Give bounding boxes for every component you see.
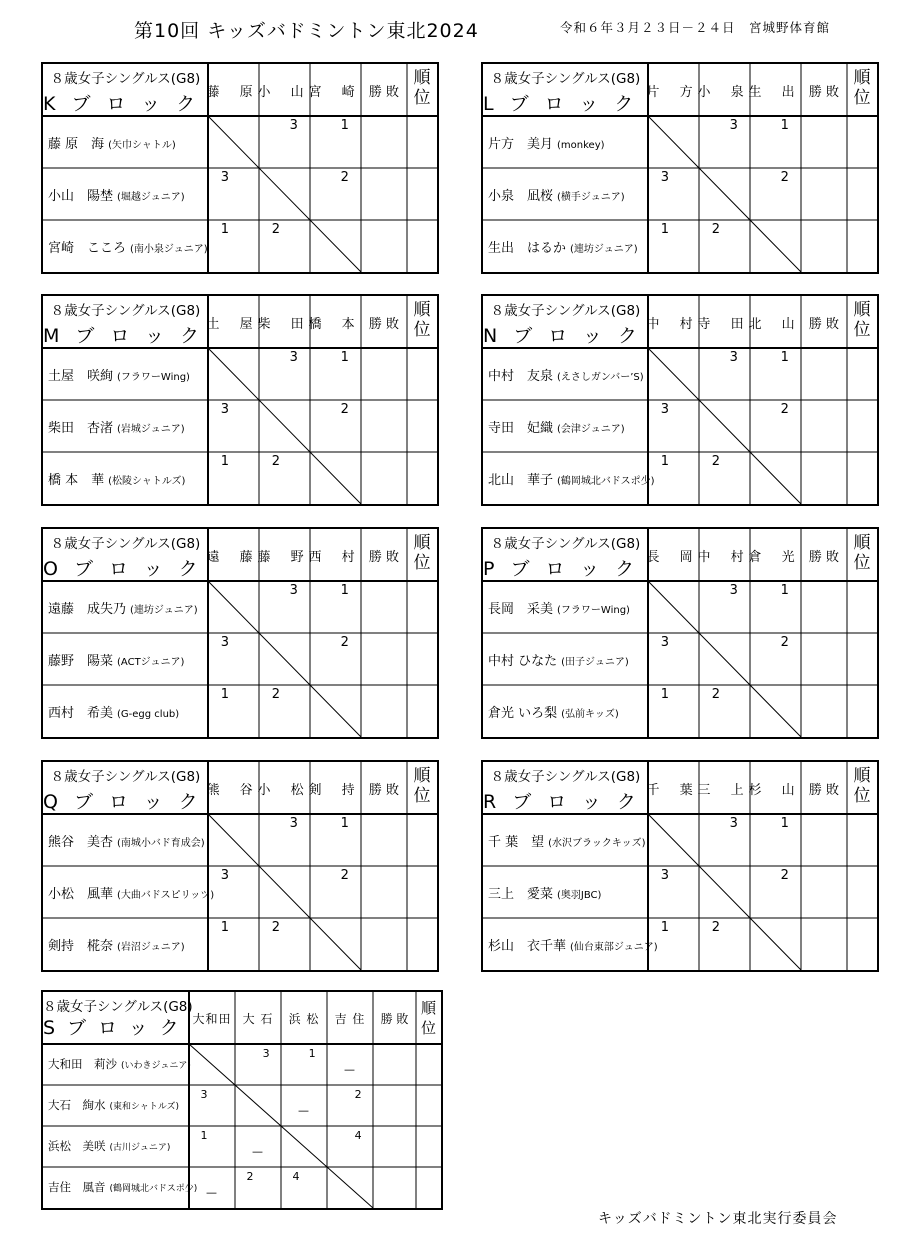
player-name: 熊谷 美杏 — [48, 835, 114, 850]
score-cell: 3 — [660, 868, 670, 883]
rank-header-line2: 位 — [853, 88, 871, 108]
score-cell: 2 — [780, 170, 789, 185]
score-cell: 4 — [354, 1129, 362, 1142]
rank-header-line2: 位 — [853, 320, 871, 340]
score-cell: 3 — [729, 583, 738, 598]
player-name: 藤野 陽菜 — [48, 654, 114, 669]
player-team: (弘前キッズ) — [561, 709, 619, 720]
player-entry — [488, 469, 655, 488]
category-label: ８歳女子シングルス(G8) — [50, 303, 201, 319]
player-entry — [488, 702, 619, 721]
round-robin-block — [481, 527, 879, 739]
category-label: ８歳女子シングルス(G8) — [50, 71, 201, 87]
category-label: ８歳女子シングルス(G8) — [50, 769, 201, 785]
player-entry — [48, 1179, 197, 1195]
score-cell: 4 — [292, 1170, 300, 1183]
win-loss-header: 勝 敗 — [368, 316, 400, 332]
self-match-diagonal — [648, 348, 801, 504]
block-code: Kブロック — [43, 93, 212, 115]
self-match-diagonal — [208, 814, 361, 970]
score-cell: — — [206, 1185, 217, 1199]
score-cell: 3 — [729, 816, 738, 831]
rank-header-line2: 位 — [853, 553, 871, 573]
player-entry — [488, 133, 605, 152]
column-header-name: 小 松 — [257, 782, 312, 798]
column-header-name: 寺 田 — [697, 316, 752, 332]
win-loss-header: 勝 敗 — [808, 84, 840, 100]
player-name: 藤 原 海 — [48, 137, 105, 152]
rank-header-line1: 順 — [420, 999, 436, 1017]
score-cell: 1 — [200, 1129, 208, 1142]
score-cell: 2 — [340, 635, 349, 650]
player-name: 大和田 莉沙 — [48, 1056, 117, 1071]
score-cell: 3 — [729, 350, 738, 365]
category-label: ８歳女子シングルス(G8) — [490, 769, 641, 785]
player-team: (岩城ジュニア) — [117, 424, 185, 435]
column-header-name: 小 泉 — [697, 84, 752, 100]
block-code: Oブロック — [43, 558, 214, 580]
column-header-name: 剣 持 — [308, 782, 363, 798]
score-cell: 3 — [262, 1047, 270, 1060]
player-entry — [48, 1097, 179, 1113]
player-entry — [48, 365, 190, 384]
player-team: (水沢ブラックキッズ) — [548, 838, 646, 849]
player-team: (フラワーWing) — [117, 372, 190, 383]
player-team: (連坊ジュニア) — [570, 244, 638, 255]
score-cell: 2 — [246, 1170, 254, 1183]
player-team: (鶴岡城北バドスポ少) — [109, 1183, 198, 1194]
column-header-name: 宮 崎 — [308, 84, 363, 100]
score-cell: 3 — [200, 1088, 208, 1101]
rank-header — [407, 300, 437, 340]
block-code: Nブロック — [483, 325, 653, 347]
score-cell: 2 — [340, 402, 349, 417]
player-name: 土屋 咲絢 — [48, 369, 114, 384]
score-cell: 3 — [220, 868, 230, 883]
score-cell: 3 — [220, 635, 230, 650]
player-team: (堀越ジュニア) — [117, 192, 185, 203]
player-entry — [48, 417, 185, 436]
player-name: 千 葉 望 — [488, 835, 545, 850]
rank-header — [847, 300, 877, 340]
category-label: ８歳女子シングルス(G8) — [43, 999, 193, 1015]
score-cell: — — [298, 1103, 309, 1117]
player-name: 中村 ひなた — [488, 654, 558, 669]
player-name: 生出 はるか — [488, 241, 567, 256]
player-entry — [48, 133, 176, 152]
score-cell: 1 — [780, 816, 789, 831]
player-team: (松陵シャトルズ) — [108, 476, 186, 487]
score-cell: 2 — [271, 687, 281, 702]
score-cell: 1 — [660, 222, 670, 237]
score-cell: 1 — [660, 920, 670, 935]
player-team: (G-egg club) — [117, 709, 180, 720]
block-code: Lブロック — [483, 93, 650, 115]
score-cell: 2 — [271, 222, 281, 237]
win-loss-header: 勝 敗 — [368, 84, 400, 100]
organizer: キッズバドミントン東北実行委員会 — [598, 1211, 838, 1227]
rank-header-line1: 順 — [853, 300, 871, 320]
win-loss-header: 勝 敗 — [808, 782, 840, 798]
rank-header-line1: 順 — [853, 766, 871, 786]
column-header-name: 千 葉 — [646, 782, 701, 798]
win-loss-header: 勝 敗 — [368, 782, 400, 798]
player-team: (東和シャトルズ) — [109, 1101, 180, 1112]
score-cell: 1 — [340, 583, 349, 598]
score-cell: 3 — [289, 350, 298, 365]
player-team: (大曲バドスピリッツ) — [117, 890, 215, 901]
player-team: (いわきジュニア) — [121, 1060, 191, 1071]
score-cell: 2 — [780, 868, 789, 883]
score-cell: 2 — [711, 687, 721, 702]
column-header-name: 柴 田 — [257, 316, 312, 332]
player-team: (ACTジュニア) — [117, 657, 185, 668]
player-team: (岩沼ジュニア) — [117, 942, 185, 953]
win-loss-header: 勝 敗 — [380, 1011, 409, 1026]
score-cell: 3 — [660, 170, 670, 185]
player-entry — [488, 417, 625, 436]
player-name: 杉山 衣千華 — [488, 939, 567, 954]
rank-header-line1: 順 — [413, 300, 431, 320]
player-name: 中村 友泉 — [488, 369, 554, 384]
player-entry — [488, 883, 601, 902]
score-cell: 3 — [289, 583, 298, 598]
player-entry — [48, 1056, 191, 1072]
rank-header — [407, 533, 437, 573]
score-cell: 1 — [220, 454, 230, 469]
block-code: Rブロック — [483, 791, 652, 813]
player-team: (田子ジュニア) — [561, 657, 629, 668]
player-team: (矢巾シャトル) — [108, 140, 176, 151]
score-cell: 1 — [220, 920, 230, 935]
player-entry — [48, 935, 185, 954]
score-cell: 2 — [711, 222, 721, 237]
score-cell: 3 — [660, 635, 670, 650]
score-cell: 1 — [220, 687, 230, 702]
player-entry — [48, 469, 185, 488]
column-header-name: 浜 松 — [288, 1011, 320, 1026]
player-team: (鶴岡城北バドスポ少) — [557, 476, 655, 487]
score-cell: 1 — [340, 118, 349, 133]
column-header-name: 吉 住 — [334, 1011, 366, 1026]
round-robin-block — [481, 294, 879, 506]
player-entry — [488, 650, 629, 669]
player-team: (フラワーWing) — [557, 605, 630, 616]
player-entry — [488, 365, 644, 384]
column-header-name: 西 村 — [308, 549, 363, 565]
score-cell: — — [252, 1144, 263, 1158]
score-cell: 1 — [660, 687, 670, 702]
rank-header-line2: 位 — [413, 786, 431, 806]
rank-header-line2: 位 — [413, 553, 431, 573]
column-header-name: 大和田 — [192, 1011, 232, 1026]
score-cell: 1 — [220, 222, 230, 237]
player-team: (えさしガンバー’S) — [557, 372, 644, 383]
score-cell: 2 — [340, 868, 349, 883]
column-header-name: 中 村 — [646, 316, 701, 332]
round-robin-block — [41, 294, 439, 506]
score-cell: — — [344, 1062, 355, 1076]
player-name: 剣持 椛奈 — [48, 939, 114, 954]
rank-header-line1: 順 — [413, 68, 431, 88]
player-entry — [488, 237, 638, 256]
column-header-name: 小 山 — [257, 84, 312, 100]
player-entry — [48, 1138, 170, 1154]
page-title: 第10回 キッズバドミントン東北2024 — [134, 20, 479, 42]
player-entry — [48, 883, 214, 902]
player-name: 柴田 杏渚 — [48, 421, 114, 436]
rank-header-line1: 順 — [413, 766, 431, 786]
category-label: ８歳女子シングルス(G8) — [490, 536, 641, 552]
score-cell: 2 — [271, 454, 281, 469]
rank-header — [407, 766, 437, 806]
player-entry — [48, 598, 198, 617]
column-header-name: 生 出 — [748, 84, 803, 100]
player-entry — [48, 831, 205, 850]
rank-header-line2: 位 — [413, 88, 431, 108]
score-cell: 3 — [220, 402, 230, 417]
player-name: 宮崎 こころ — [48, 241, 127, 256]
player-name: 橋 本 華 — [48, 473, 105, 488]
column-header-name: 長 岡 — [646, 549, 701, 565]
rank-header-line1: 順 — [853, 68, 871, 88]
player-team: (会津ジュニア) — [557, 424, 625, 435]
rank-header — [407, 68, 437, 108]
column-header-name: 藤 原 — [206, 84, 261, 100]
rank-header-line2: 位 — [420, 1019, 436, 1037]
score-cell: 2 — [271, 920, 281, 935]
round-robin-block — [41, 527, 439, 739]
score-cell: 2 — [340, 170, 349, 185]
score-cell: 2 — [711, 454, 721, 469]
rank-header-line1: 順 — [413, 533, 431, 553]
player-entry — [488, 598, 630, 617]
block-code: Qブロック — [43, 791, 214, 813]
column-header-name: 杉 山 — [748, 782, 803, 798]
score-cell: 3 — [660, 402, 670, 417]
player-name: 片方 美月 — [488, 137, 554, 152]
round-robin-block — [41, 990, 443, 1210]
score-cell: 1 — [308, 1047, 316, 1060]
player-entry — [488, 935, 658, 954]
score-cell: 2 — [711, 920, 721, 935]
player-entry — [48, 702, 179, 721]
player-name: 遠藤 成失乃 — [48, 602, 127, 617]
column-header-name: 熊 谷 — [206, 782, 261, 798]
rank-header — [847, 68, 877, 108]
category-label: ８歳女子シングルス(G8) — [490, 71, 641, 87]
player-name: 西村 希美 — [48, 706, 114, 721]
player-entry — [48, 650, 184, 669]
self-match-diagonal — [208, 581, 361, 737]
score-cell: 1 — [780, 118, 789, 133]
category-label: ８歳女子シングルス(G8) — [50, 536, 201, 552]
player-entry — [488, 831, 646, 850]
round-robin-block — [481, 62, 879, 274]
player-name: 小山 陽埜 — [48, 189, 114, 204]
score-cell: 1 — [780, 583, 789, 598]
player-team: (横手ジュニア) — [557, 192, 625, 203]
score-cell: 1 — [780, 350, 789, 365]
score-cell: 2 — [780, 635, 789, 650]
round-robin-block — [481, 760, 879, 972]
score-cell: 2 — [354, 1088, 362, 1101]
player-name: 北山 華子 — [488, 473, 554, 488]
rank-header-line1: 順 — [853, 533, 871, 553]
block-code: Pブロック — [483, 558, 651, 580]
block-code: Sブロック — [43, 1017, 191, 1039]
player-team: (連坊ジュニア) — [130, 605, 198, 616]
score-cell: 1 — [660, 454, 670, 469]
date-venue: 令和６年３月２３日－２４日 宮城野体育館 — [560, 20, 831, 35]
player-entry — [48, 237, 208, 256]
player-name: 大石 絢水 — [48, 1097, 106, 1112]
player-team: (monkey) — [557, 140, 605, 151]
player-name: 寺田 妃織 — [488, 421, 554, 436]
column-header-name: 土 屋 — [206, 316, 261, 332]
self-match-diagonal — [648, 116, 801, 272]
rank-header-line2: 位 — [853, 786, 871, 806]
player-team: (奥羽JBC) — [557, 890, 602, 901]
score-cell: 3 — [289, 118, 298, 133]
player-team: (古川ジュニア) — [109, 1142, 171, 1153]
column-header-name: 北 山 — [748, 316, 803, 332]
player-name: 小松 風華 — [48, 887, 114, 902]
block-code: Mブロック — [43, 325, 216, 347]
score-cell: 1 — [340, 350, 349, 365]
player-name: 吉住 風音 — [48, 1179, 106, 1194]
column-header-name: 片 方 — [646, 84, 701, 100]
win-loss-header: 勝 敗 — [808, 549, 840, 565]
player-name: 三上 愛菜 — [488, 887, 554, 902]
column-header-name: 倉 光 — [748, 549, 803, 565]
column-header-name: 藤 野 — [257, 549, 312, 565]
rank-header — [847, 766, 877, 806]
score-cell: 3 — [729, 118, 738, 133]
rank-header — [416, 998, 441, 1038]
score-cell: 3 — [220, 170, 230, 185]
win-loss-header: 勝 敗 — [808, 316, 840, 332]
column-header-name: 橋 本 — [308, 316, 363, 332]
column-header-name: 大 石 — [242, 1011, 274, 1026]
player-team: (仙台東部ジュニア) — [570, 942, 658, 953]
player-team: (南小泉ジュニア) — [130, 244, 208, 255]
rank-header — [847, 533, 877, 573]
score-cell: 2 — [780, 402, 789, 417]
category-label: ８歳女子シングルス(G8) — [490, 303, 641, 319]
player-entry — [488, 185, 625, 204]
rank-header-line2: 位 — [413, 320, 431, 340]
self-match-diagonal — [208, 116, 361, 272]
column-header-name: 中 村 — [697, 549, 752, 565]
self-match-diagonal — [648, 814, 801, 970]
player-team: (南城小バド育成会) — [117, 838, 205, 849]
self-match-diagonal — [648, 581, 801, 737]
score-cell: 3 — [289, 816, 298, 831]
player-entry — [48, 185, 185, 204]
player-name: 浜松 美咲 — [48, 1138, 106, 1153]
player-name: 小泉 凪桜 — [488, 189, 554, 204]
player-name: 倉光 いろ梨 — [488, 706, 558, 721]
column-header-name: 遠 藤 — [206, 549, 261, 565]
player-name: 長岡 采美 — [488, 602, 554, 617]
score-cell: 1 — [340, 816, 349, 831]
self-match-diagonal — [208, 348, 361, 504]
round-robin-block — [41, 62, 439, 274]
column-header-name: 三 上 — [697, 782, 752, 798]
round-robin-block — [41, 760, 439, 972]
win-loss-header: 勝 敗 — [368, 549, 400, 565]
